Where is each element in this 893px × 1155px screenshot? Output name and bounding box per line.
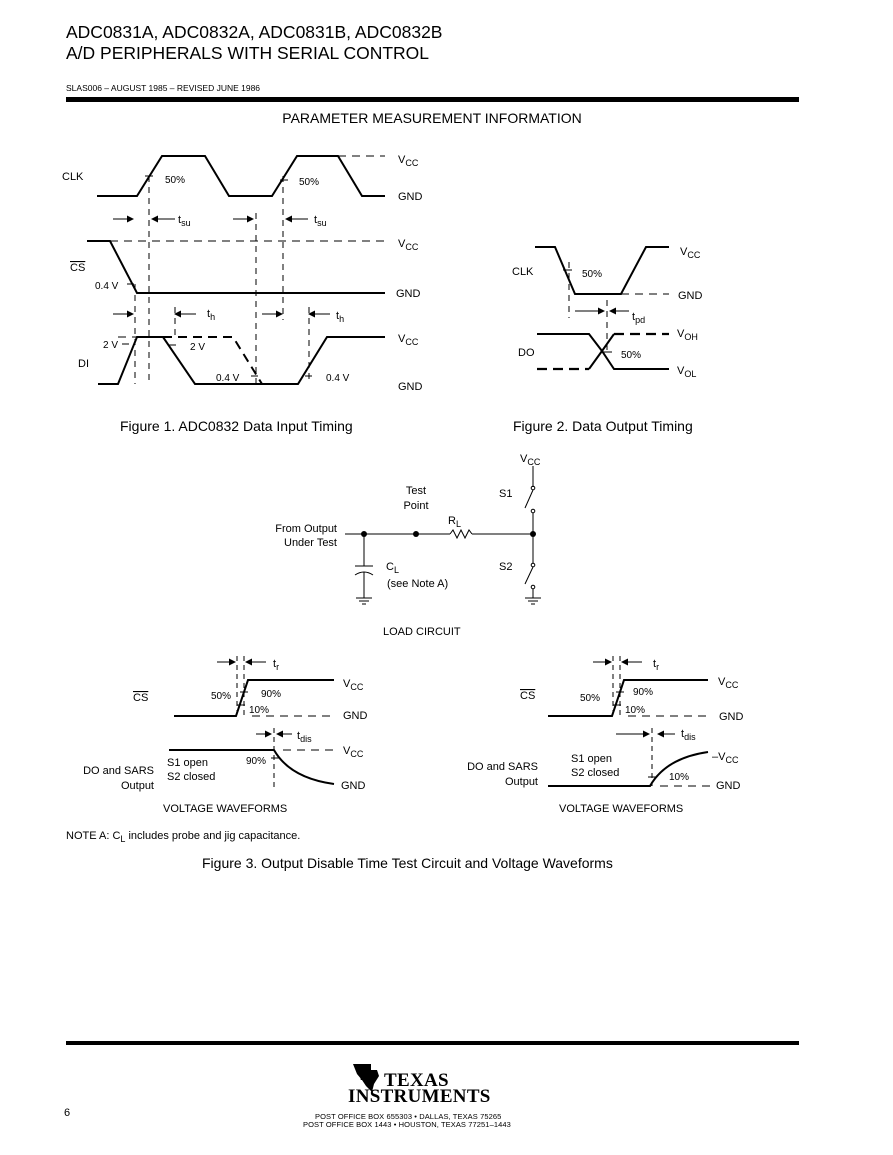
document-title-line2: A/D PERIPHERALS WITH SERIAL CONTROL xyxy=(66,43,430,63)
figure3-load-circuit xyxy=(275,453,541,638)
document-id: SLAS006 – AUGUST 1985 – REVISED JUNE 1986 xyxy=(66,83,261,93)
fig2-gnd: GND xyxy=(678,290,703,302)
fig1-di-2v-a: 2 V xyxy=(103,340,119,351)
fig2-vcc: $V_{CC}$ xyxy=(680,246,701,260)
fig2-do-50pct: 50% xyxy=(621,350,642,361)
fig1-cs-label: CS xyxy=(70,262,86,274)
fig1-cs-04v: 0.4 V xyxy=(95,281,119,292)
fig3l-do-sars-1: DO and SARS xyxy=(83,765,154,777)
fig3l-vcc-1: $V_{CC}$ xyxy=(343,678,364,692)
fig3r-50pct: 50% xyxy=(580,693,601,704)
fig1-cs-waveform xyxy=(87,241,385,293)
footer-address-2: POST OFFICE BOX 1443 • HOUSTON, TEXAS 77251–1443 xyxy=(303,1120,511,1129)
fig1-gnd-1: GND xyxy=(398,191,423,203)
fig3l-50pct: 50% xyxy=(211,691,232,702)
fig3l-gnd-2: GND xyxy=(341,780,366,792)
fig3-test-point-2: Point xyxy=(403,500,429,512)
fig3l-do-sars-2: Output xyxy=(120,780,154,792)
page-number: 6 xyxy=(64,1107,71,1119)
fig3r-10pct-b: 10% xyxy=(669,772,690,783)
fig1-di-2v-b: 2 V xyxy=(190,342,206,353)
figure3-waveforms-right xyxy=(467,656,743,815)
fig3r-vcc-1: $V_{CC}$ xyxy=(718,676,739,690)
fig3r-s2-closed: S2 closed xyxy=(571,767,620,779)
fig1-clk-waveform xyxy=(97,156,385,196)
fig3-rl: $R_L$ xyxy=(448,515,461,529)
fig3r-cs-label: CS xyxy=(520,690,536,702)
fig3l-tdis: $t_{dis}$ xyxy=(297,730,312,744)
figure2-data-output-timing xyxy=(512,246,703,434)
fig1-th-1: $t_h$ xyxy=(207,308,216,322)
fig2-do-label: DO xyxy=(518,347,535,359)
fig3r-90pct: 90% xyxy=(633,687,654,698)
fig3l-voltage-waveforms: VOLTAGE WAVEFORMS xyxy=(163,803,288,815)
fig2-caption: Figure 2. Data Output Timing xyxy=(513,418,693,434)
fig3-resistor-rl xyxy=(450,530,472,538)
fig3r-s1-open: S1 open xyxy=(571,753,612,765)
figure1-data-input-timing xyxy=(62,154,423,434)
fig2-clk-label: CLK xyxy=(512,266,534,278)
fig1-vcc-3: $V_{CC}$ xyxy=(398,333,419,347)
fig3r-voltage-waveforms: VOLTAGE WAVEFORMS xyxy=(559,803,684,815)
fig3-s1: S1 xyxy=(499,488,513,500)
fig1-gnd-3: GND xyxy=(398,381,423,393)
fig1-di-label: DI xyxy=(78,358,89,370)
fig3-cl: $C_L$ xyxy=(386,561,399,575)
fig3r-neg-vcc: $-V_{CC}$ xyxy=(712,751,739,765)
fig3-s2: S2 xyxy=(499,561,513,573)
fig3r-gnd-1: GND xyxy=(719,711,744,723)
fig1-gnd-2: GND xyxy=(396,288,421,300)
document-title-line1: ADC0831A, ADC0832A, ADC0831B, ADC0832B xyxy=(66,22,443,42)
fig3l-10pct: 10% xyxy=(249,705,270,716)
fig3-caption: Figure 3. Output Disable Time Test Circuit and Voltage Waveforms xyxy=(202,855,613,871)
fig1-clk-label: CLK xyxy=(62,171,84,183)
fig3l-vcc-2: $V_{CC}$ xyxy=(343,745,364,759)
fig3-see-note: (see Note A) xyxy=(387,578,449,590)
fig3r-10pct: 10% xyxy=(625,705,646,716)
fig3l-cs-label: CS xyxy=(133,692,149,704)
svg-text:ti: ti xyxy=(360,1072,366,1082)
ti-logo-word-texas: TEXAS xyxy=(384,1070,449,1091)
fig1-vcc-1: $V_{CC}$ xyxy=(398,154,419,168)
fig1-vcc-2: $V_{CC}$ xyxy=(398,238,419,252)
fig2-vol: $V_{OL}$ xyxy=(677,365,697,379)
fig3r-tdis: $t_{dis}$ xyxy=(681,728,696,742)
fig3l-s2-closed: S2 closed xyxy=(167,771,216,783)
fig3-from-output-2: Under Test xyxy=(284,537,337,549)
fig3r-do-sars-2: Output xyxy=(504,776,538,788)
fig1-tsu-1: $t_{su}$ xyxy=(178,214,191,228)
section-title: PARAMETER MEASUREMENT INFORMATION xyxy=(282,110,582,126)
fig3r-tr: $t_r$ xyxy=(653,658,660,672)
fig1-caption: Figure 1. ADC0832 Data Input Timing xyxy=(120,418,353,434)
fig1-th-2: $t_h$ xyxy=(336,310,345,324)
fig1-clk-50pct-a: 50% xyxy=(165,175,186,186)
fig3l-gnd-1: GND xyxy=(343,710,368,722)
fig3-test-point-1: Test xyxy=(405,485,427,497)
fig3r-gnd-2: GND xyxy=(716,780,741,792)
fig1-clk-50pct-b: 50% xyxy=(299,177,320,188)
figure3-waveforms-left xyxy=(83,656,367,815)
footer-address-1: POST OFFICE BOX 655303 • DALLAS, TEXAS 75265 xyxy=(315,1112,502,1121)
fig3l-s1-open: S1 open xyxy=(167,757,208,769)
fig3-from-output-1: From Output xyxy=(275,523,337,535)
fig1-tsu-2: $t_{su}$ xyxy=(314,214,327,228)
fig2-clk-50pct: 50% xyxy=(582,269,603,280)
fig3-load-circuit-label: LOAD CIRCUIT xyxy=(383,626,461,638)
footer-rule xyxy=(66,1041,799,1045)
note-a: NOTE A: $C_L$ includes probe and jig capacitance. xyxy=(66,830,301,844)
fig2-tpd: $t_{pd}$ xyxy=(632,311,646,325)
fig3l-90pct-b: 90% xyxy=(246,756,267,767)
fig1-di-04v-b: 0.4 V xyxy=(326,373,350,384)
fig1-di-04v-a: 0.4 V xyxy=(216,373,240,384)
fig3r-do-sars-1: DO and SARS xyxy=(467,761,538,773)
fig3l-90pct: 90% xyxy=(261,689,282,700)
fig3-vcc-top: $V_{CC}$ xyxy=(520,453,541,467)
fig2-voh: $V_{OH}$ xyxy=(677,328,698,342)
fig3l-tr: $t_r$ xyxy=(273,658,280,672)
ti-logo-word-instruments: INSTRUMENTS xyxy=(348,1086,491,1107)
